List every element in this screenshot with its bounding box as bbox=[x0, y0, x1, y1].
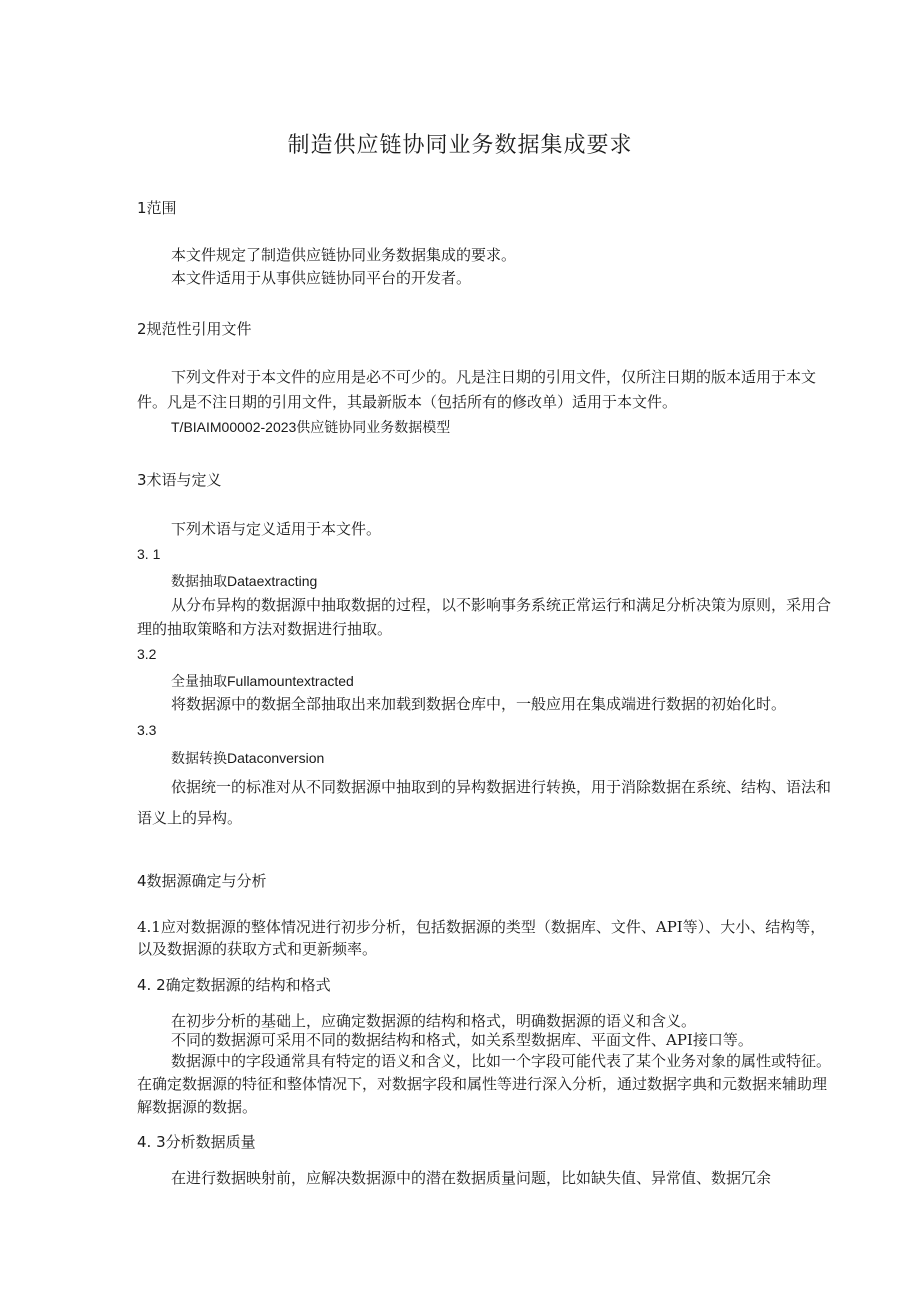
term-3-1-name: 数据抽取Dataextracting bbox=[171, 573, 318, 589]
normative-reference: T/BIAIM00002-2023供应链协同业务数据模型 bbox=[171, 419, 451, 435]
document-title: 制造供应链协同业务数据集成要求 bbox=[287, 133, 633, 158]
term-3-1-number: 3. 1 bbox=[137, 546, 161, 562]
section-4-3-heading: 4. 3分析数据质量 bbox=[137, 1133, 256, 1151]
section-4-1-line-1: 4.1应对数据源的整体情况进行初步分析，包括数据源的类型（数据库、文件、API等）、大小、结构等， bbox=[137, 918, 826, 936]
section-3-intro: 下列术语与定义适用于本文件。 bbox=[171, 520, 382, 538]
section-4-1-line-2: 以及数据源的获取方式和更新频率。 bbox=[137, 940, 378, 958]
section-4-2-paragraph-2: 不同的数据源可采用不同的数据结构和格式，如关系型数据库、平面文件、API接口等。 bbox=[171, 1031, 753, 1049]
term-3-2-definition: 将数据源中的数据全部抽取出来加载到数据仓库中，一般应用在集成端进行数据的初始化时。 bbox=[171, 695, 787, 713]
term-3-2-number: 3.2 bbox=[137, 646, 157, 662]
term-3-3-number: 3.3 bbox=[137, 722, 157, 738]
section-4-2-paragraph-1: 在初步分析的基础上，应确定数据源的结构和格式，明确数据源的语义和含义。 bbox=[171, 1012, 697, 1030]
section-3-heading: 3术语与定义 bbox=[137, 471, 222, 489]
section-1-heading: 1范围 bbox=[137, 199, 177, 217]
section-1-paragraph-1: 本文件规定了制造供应链协同业务数据集成的要求。 bbox=[171, 246, 517, 264]
section-4-heading: 4数据源确定与分析 bbox=[137, 872, 267, 890]
section-4-2-paragraph-3-line-2: 在确定数据源的特征和整体情况下，对数据字段和属性等进行深入分析，通过数据字典和元数据来辅助理 bbox=[137, 1075, 828, 1093]
section-4-2-paragraph-3-line-1: 数据源中的字段通常具有特定的语义和含义，比如一个字段可能代表了某个业务对象的属性或特征。 bbox=[171, 1052, 832, 1070]
section-1-paragraph-2: 本文件适用于从事供应链协同平台的开发者。 bbox=[171, 269, 472, 287]
term-3-2-name: 全量抽取Fullamountextracted bbox=[171, 673, 354, 689]
term-3-3-definition-line-2: 语义上的异构。 bbox=[137, 809, 243, 827]
section-4-2-paragraph-3-line-3: 解数据源的数据。 bbox=[137, 1098, 258, 1116]
section-2-heading: 2规范性引用文件 bbox=[137, 320, 252, 338]
section-2-paragraph-line-1: 下列文件对于本文件的应用是必不可少的。凡是注日期的引用文件，仅所注日期的版本适用于本文 bbox=[171, 368, 817, 386]
section-4-2-heading: 4. 2确定数据源的结构和格式 bbox=[137, 976, 331, 994]
section-4-3-paragraph-1: 在进行数据映射前，应解决数据源中的潜在数据质量问题，比如缺失值、异常值、数据冗余 bbox=[171, 1169, 772, 1187]
section-2-paragraph-line-2: 件。凡是不注日期的引用文件，其最新版本（包括所有的修改单）适用于本文件。 bbox=[137, 393, 678, 411]
term-3-3-name: 数据转换Dataconversion bbox=[171, 750, 325, 766]
term-3-1-definition-line-2: 理的抽取策略和方法对数据进行抽取。 bbox=[137, 620, 393, 638]
term-3-3-definition-line-1: 依据统一的标准对从不同数据源中抽取到的异构数据进行转换，用于消除数据在系统、结构、语法和 bbox=[171, 778, 832, 796]
term-3-1-definition-line-1: 从分布异构的数据源中抽取数据的过程，以不影响事务系统正常运行和满足分析决策为原则，采用合 bbox=[171, 596, 832, 614]
